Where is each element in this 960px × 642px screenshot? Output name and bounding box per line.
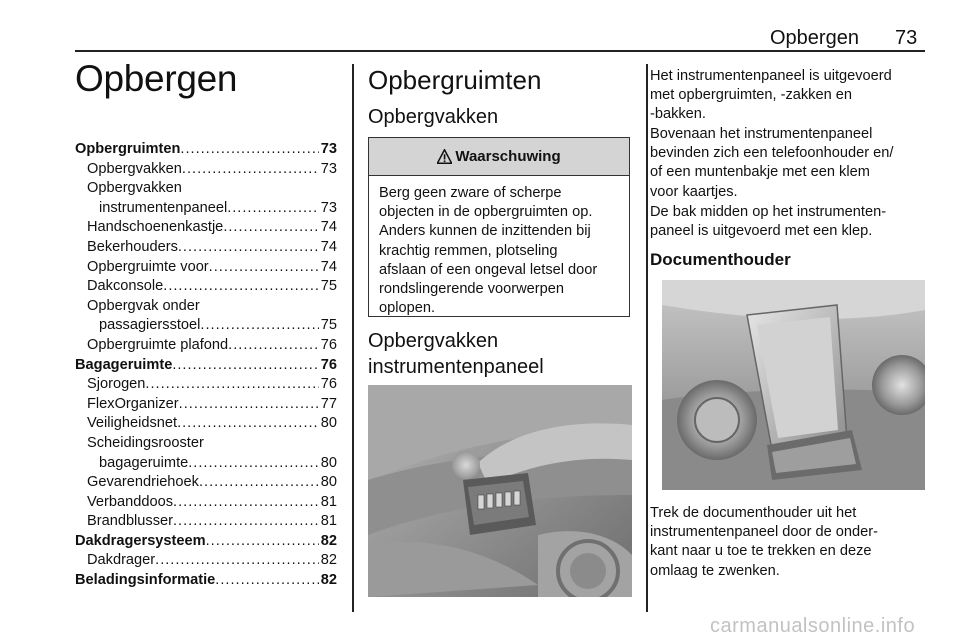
toc-leader-dots bbox=[180, 140, 318, 160]
toc-entry-page: 80 bbox=[320, 474, 337, 491]
toc-entry-page: 73 bbox=[320, 160, 337, 177]
toc-entry bbox=[75, 375, 337, 395]
toc-entry bbox=[75, 395, 337, 415]
toc-entry bbox=[75, 297, 337, 317]
toc-entry-label: bagageruimte bbox=[99, 454, 189, 471]
toc-entry bbox=[75, 434, 337, 454]
text-line: De bak midden op het instrumenten- bbox=[650, 204, 887, 220]
warning-title: Waarschuwing bbox=[455, 148, 561, 165]
toc-leader-dots bbox=[206, 532, 319, 552]
toc-leader-dots bbox=[145, 375, 318, 395]
warning-icon bbox=[437, 149, 452, 164]
toc-entry-label: Sjorogen bbox=[87, 376, 146, 393]
toc-entry bbox=[75, 336, 337, 356]
toc-entry bbox=[75, 140, 337, 160]
toc-entry-label: passagiersstoel bbox=[99, 317, 201, 334]
toc-leader-dots bbox=[172, 356, 318, 376]
toc-entry bbox=[75, 551, 337, 571]
column-divider-right bbox=[646, 64, 648, 612]
toc-entry bbox=[75, 258, 337, 278]
toc-entry-page: 73 bbox=[320, 199, 337, 216]
toc-leader-dots bbox=[173, 512, 319, 532]
text-line: kant naar u toe te trekken en deze bbox=[650, 543, 872, 560]
toc-entry bbox=[75, 356, 337, 376]
toc-entry-label: Verbanddoos bbox=[87, 493, 174, 510]
text-line: Het instrumentenpaneel is uitgevoerd bbox=[650, 68, 892, 84]
text-line: instrumentenpaneel door de onder- bbox=[650, 524, 878, 541]
warning-line: Berg geen zware of scherpe bbox=[379, 185, 562, 201]
toc-entry-page: 76 bbox=[320, 356, 337, 373]
toc-leader-dots bbox=[173, 493, 319, 513]
toc-leader-dots bbox=[215, 571, 318, 591]
toc-leader-dots bbox=[155, 551, 319, 571]
toc-entry-page: 81 bbox=[320, 493, 337, 510]
toc-leader-dots bbox=[188, 454, 319, 474]
chapter-title: Opbergen bbox=[75, 58, 238, 99]
toc-leader-dots bbox=[227, 199, 319, 219]
toc-leader-dots bbox=[179, 395, 319, 415]
toc-entry-label: Dakdragersysteem bbox=[75, 532, 206, 549]
toc-entry-page: 75 bbox=[320, 278, 337, 295]
warning-box bbox=[368, 137, 630, 317]
toc-entry bbox=[75, 316, 337, 336]
text-line: Bovenaan het instrumentenpaneel bbox=[650, 126, 873, 142]
toc-entry-page: 76 bbox=[320, 376, 337, 393]
toc-entry-label: Handschoenenkastje bbox=[87, 219, 224, 236]
column-divider-left bbox=[352, 64, 354, 612]
toc-leader-dots bbox=[223, 218, 318, 238]
heading-documenthouder: Documenthouder bbox=[650, 250, 791, 269]
toc-entry-label: Opbergruimten bbox=[75, 141, 181, 157]
running-header-title: Opbergen bbox=[770, 27, 859, 49]
header-rule bbox=[75, 50, 925, 52]
toc-entry bbox=[75, 512, 337, 532]
toc-leader-dots bbox=[228, 336, 319, 356]
warning-line: krachtig remmen, plotseling bbox=[379, 242, 558, 259]
warning-line: rondslingerende voorwerpen bbox=[379, 281, 564, 298]
watermark: carmanualsonline.info bbox=[710, 615, 916, 637]
toc-entry-label: Beladingsinformatie bbox=[75, 572, 216, 589]
paragraph-telefoonhouder bbox=[650, 125, 930, 202]
page-number: 73 bbox=[895, 27, 918, 49]
toc-leader-dots bbox=[177, 414, 319, 434]
text-line: met opbergruimten, -zakken en bbox=[650, 87, 852, 104]
document-holder-photo bbox=[662, 280, 925, 490]
toc-entry bbox=[75, 414, 337, 434]
toc-entry-label: Gevarendriehoek bbox=[87, 474, 199, 491]
section-heading-opbergruimten: Opbergruimten bbox=[368, 65, 542, 95]
warning-line: Anders kunnen de inzittenden bij bbox=[379, 223, 591, 240]
toc-entry-label: Brandblusser bbox=[87, 513, 173, 530]
text-line: bevinden zich een telefoonhouder en/ bbox=[650, 145, 894, 162]
toc-entry-page: 82 bbox=[320, 572, 337, 589]
dashboard-storage-photo bbox=[368, 385, 632, 597]
toc-entry-label: Bekerhouders bbox=[87, 238, 178, 255]
toc-entry-label: Veiligheidsnet bbox=[87, 415, 178, 432]
toc-entry-label: Opbergruimte plafond bbox=[87, 336, 229, 353]
toc-entry-label: Dakconsole bbox=[87, 278, 164, 295]
toc-entry-label: instrumentenpaneel bbox=[99, 199, 228, 216]
toc-leader-dots bbox=[178, 238, 319, 258]
paragraph-bak bbox=[650, 203, 930, 241]
toc-entry-page: 80 bbox=[320, 415, 337, 432]
toc-leader-dots bbox=[182, 160, 319, 180]
toc-entry-page: 74 bbox=[320, 258, 337, 275]
toc-entry-label: Opbergvak onder bbox=[87, 297, 200, 314]
warning-line: objecten in de opbergruimten op. bbox=[379, 204, 593, 221]
subheading-opbergvakken-instrumentenpaneel bbox=[368, 328, 544, 380]
toc-entry-label: Bagageruimte bbox=[75, 356, 173, 373]
toc-leader-dots bbox=[163, 277, 319, 297]
warning-line: oplopen. bbox=[379, 300, 435, 317]
toc-entry-page: 80 bbox=[320, 454, 337, 471]
subheading-opbergvakken: Opbergvakken bbox=[368, 106, 499, 128]
toc-entry-page: 81 bbox=[320, 513, 337, 530]
toc-entry-label: Opbergvakken bbox=[87, 160, 182, 177]
text-line: voor kaartjes. bbox=[650, 183, 738, 200]
toc-entry bbox=[75, 473, 337, 493]
toc-entry bbox=[75, 238, 337, 258]
toc-entry-label: Opbergruimte voor bbox=[87, 258, 209, 275]
text-line: Trek de documenthouder uit het bbox=[650, 505, 857, 521]
subheading-line: Opbergvakken bbox=[368, 330, 499, 352]
toc-leader-dots bbox=[200, 316, 318, 336]
table-of-contents bbox=[75, 140, 337, 591]
toc-entry bbox=[75, 532, 337, 552]
toc-entry bbox=[75, 160, 337, 180]
toc-leader-dots bbox=[199, 473, 319, 493]
warning-header bbox=[369, 138, 629, 176]
toc-entry-page: 73 bbox=[320, 141, 337, 157]
text-line: paneel is uitgevoerd met een klep. bbox=[650, 223, 873, 240]
toc-entry bbox=[75, 277, 337, 297]
toc-entry-label: Dakdrager bbox=[87, 552, 156, 569]
toc-entry-label: Scheidingsrooster bbox=[87, 434, 204, 451]
warning-text bbox=[369, 176, 629, 318]
toc-entry bbox=[75, 199, 337, 219]
toc-entry bbox=[75, 454, 337, 474]
toc-entry bbox=[75, 218, 337, 238]
toc-entry-page: 77 bbox=[320, 395, 337, 412]
toc-entry-page: 74 bbox=[320, 238, 337, 255]
text-line: -bakken. bbox=[650, 106, 706, 123]
toc-entry-label: Opbergvakken bbox=[87, 180, 182, 197]
toc-leader-dots bbox=[209, 258, 319, 278]
toc-entry-page: 74 bbox=[320, 219, 337, 236]
toc-entry bbox=[75, 179, 337, 199]
toc-entry-page: 82 bbox=[320, 552, 337, 569]
toc-entry-page: 76 bbox=[320, 336, 337, 353]
paragraph-instrumentenpaneel bbox=[650, 67, 930, 125]
paragraph-documenthouder bbox=[650, 504, 930, 581]
text-line: omlaag te zwenken. bbox=[650, 562, 780, 579]
warning-line: afslaan of een ongeval letsel door bbox=[379, 261, 598, 278]
toc-entry bbox=[75, 493, 337, 513]
toc-entry-page: 75 bbox=[320, 317, 337, 334]
text-line: of een muntenbakje met een klem bbox=[650, 164, 870, 181]
subheading-line: instrumentenpaneel bbox=[368, 356, 544, 378]
toc-entry-label: FlexOrganizer bbox=[87, 395, 179, 412]
toc-entry bbox=[75, 571, 337, 591]
toc-entry-page: 82 bbox=[320, 532, 337, 549]
